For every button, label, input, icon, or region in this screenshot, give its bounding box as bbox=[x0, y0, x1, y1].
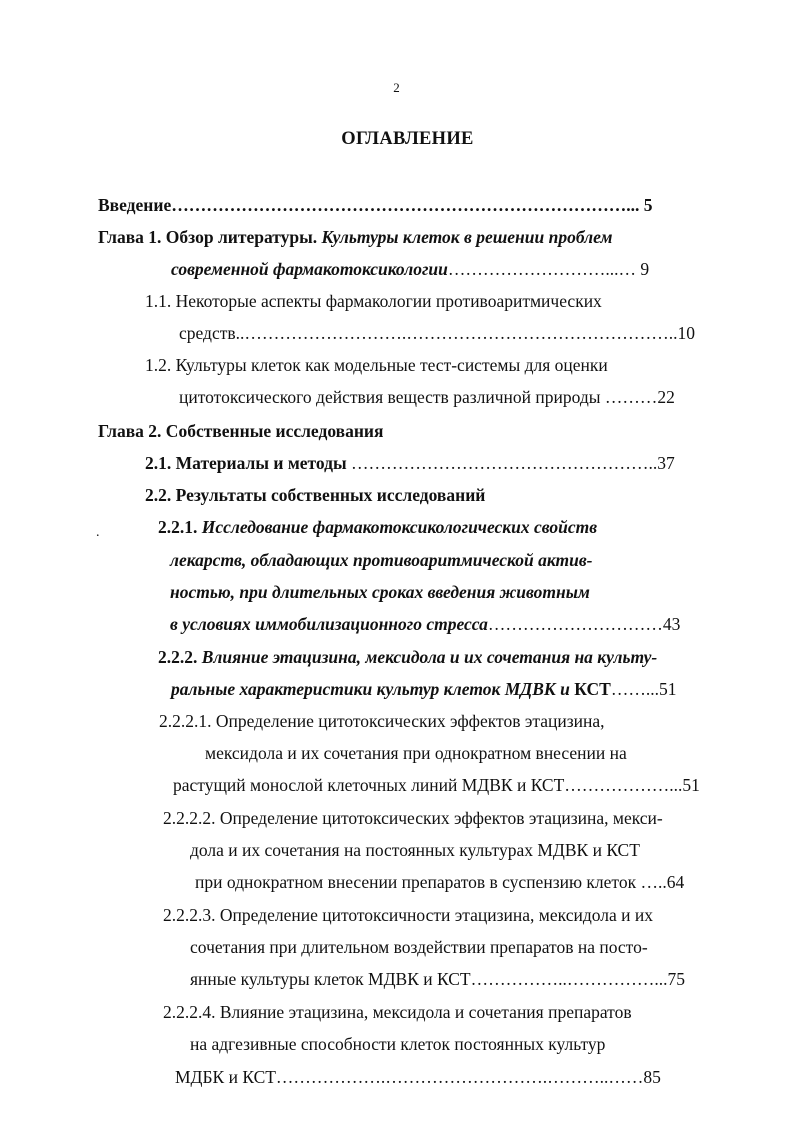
toc-entry-chapter-2: Глава 2. Собственные исследования bbox=[98, 421, 384, 441]
toc-entry-2-2-2-2-cont-1: дола и их сочетания на постоянных культурах МДВК и КСТ bbox=[190, 840, 640, 860]
toc-entry-2-2-2 bbox=[158, 646, 657, 668]
toc-entry-2-2-2-4-cont-2: МДБК и КСТ……………….……………………….………..……85 bbox=[175, 1067, 661, 1087]
section-2-2-1-page: …………………………43 bbox=[487, 614, 681, 634]
toc-entry-2-2-2-3-cont-1: сочетания при длительном воздействии препаратов на посто- bbox=[190, 937, 648, 957]
toc-entry-1-2-cont: цитотоксического действия веществ различной природы ………22 bbox=[179, 387, 675, 407]
toc-entry-chapter-1 bbox=[98, 226, 612, 248]
section-2-2-1-title-end: в условиях иммобилизационного стресса bbox=[170, 614, 488, 634]
toc-entry-2-1 bbox=[145, 452, 675, 474]
chapter-1-subtitle: Культуры клеток в решении проблем bbox=[321, 227, 613, 247]
toc-entry-introduction: Введение……………………………………………………………………... 5 bbox=[98, 195, 653, 215]
toc-entry-2-2-2-1: 2.2.2.1. Определение цитотоксических эффектов этацизина, bbox=[159, 711, 605, 731]
toc-entry-2-2-1 bbox=[158, 516, 597, 538]
chapter-1-label: Глава 1. Обзор литературы. bbox=[98, 227, 322, 247]
toc-entry-2-2-2-2: 2.2.2.2. Определение цитотоксических эффектов этацизина, мекси- bbox=[163, 808, 663, 828]
toc-entry-2-2-1-cont-2: ностью, при длительных сроках введения животным bbox=[170, 582, 590, 602]
section-2-2-2-kst: КСТ bbox=[574, 679, 611, 699]
toc-entry-2-2-2-4: 2.2.2.4. Влияние этацизина, мексидола и сочетания препаратов bbox=[163, 1002, 632, 1022]
toc-entry-1-1-cont: средств..……………………….………………………………………..10 bbox=[179, 323, 696, 343]
toc-entry-2-2-2-1-cont-1: мексидола и их сочетания при однократном внесении на bbox=[205, 743, 627, 763]
section-2-2-1-number: 2.2.1. bbox=[158, 517, 202, 537]
chapter-1-page: ………………………...… 9 bbox=[447, 259, 650, 279]
section-2-2-1-title: Исследование фармакотоксикологических свойств bbox=[201, 517, 598, 537]
toc-entry-2-2-2-3-cont-2: янные культуры клеток МДВК и КСТ……………..……………...75 bbox=[190, 969, 685, 989]
stray-mark: . bbox=[96, 525, 100, 540]
section-2-1-page: ……………………………………………..37 bbox=[351, 453, 675, 473]
page-number: 2 bbox=[393, 80, 400, 95]
section-2-1-label: 2.1. Материалы и методы bbox=[145, 453, 352, 473]
chapter-1-subtitle-cont: современной фармакотоксикологии bbox=[171, 259, 448, 279]
toc-entry-2-2-2-cont bbox=[171, 678, 676, 700]
toc-entry-2-2-1-cont-1: лекарств, обладающих противоаритмической актив- bbox=[170, 550, 593, 570]
section-2-2-2-page: ……...51 bbox=[610, 679, 677, 699]
toc-entry-2-2-2-1-cont-2: растущий монослой клеточных линий МДВК и КСТ………………...51 bbox=[173, 775, 700, 795]
section-2-2-2-title-end: ральные характеристики культур клеток МДВК и bbox=[171, 679, 575, 699]
toc-entry-1-2: 1.2. Культуры клеток как модельные тест-системы для оценки bbox=[145, 355, 608, 375]
toc-entry-2-2: 2.2. Результаты собственных исследований bbox=[145, 485, 486, 505]
section-2-2-2-number: 2.2.2. bbox=[158, 647, 202, 667]
section-2-2-2-title: Влияние этацизина, мексидола и их сочетания на культу- bbox=[201, 647, 658, 667]
page-title: ОГЛАВЛЕНИЕ bbox=[341, 129, 474, 149]
toc-entry-2-2-2-4-cont-1: на адгезивные способности клеток постоянных культур bbox=[190, 1034, 606, 1054]
toc-entry-1-1: 1.1. Некоторые аспекты фармакологии противоаритмических bbox=[145, 291, 602, 311]
toc-entry-2-2-1-cont-3 bbox=[170, 613, 680, 635]
toc-entry-2-2-2-3: 2.2.2.3. Определение цитотоксичности этацизина, мексидола и их bbox=[163, 905, 653, 925]
toc-entry-chapter-1-cont bbox=[171, 258, 649, 280]
toc-entry-2-2-2-2-cont-2: при однократном внесении препаратов в суспензию клеток …..64 bbox=[195, 872, 685, 892]
